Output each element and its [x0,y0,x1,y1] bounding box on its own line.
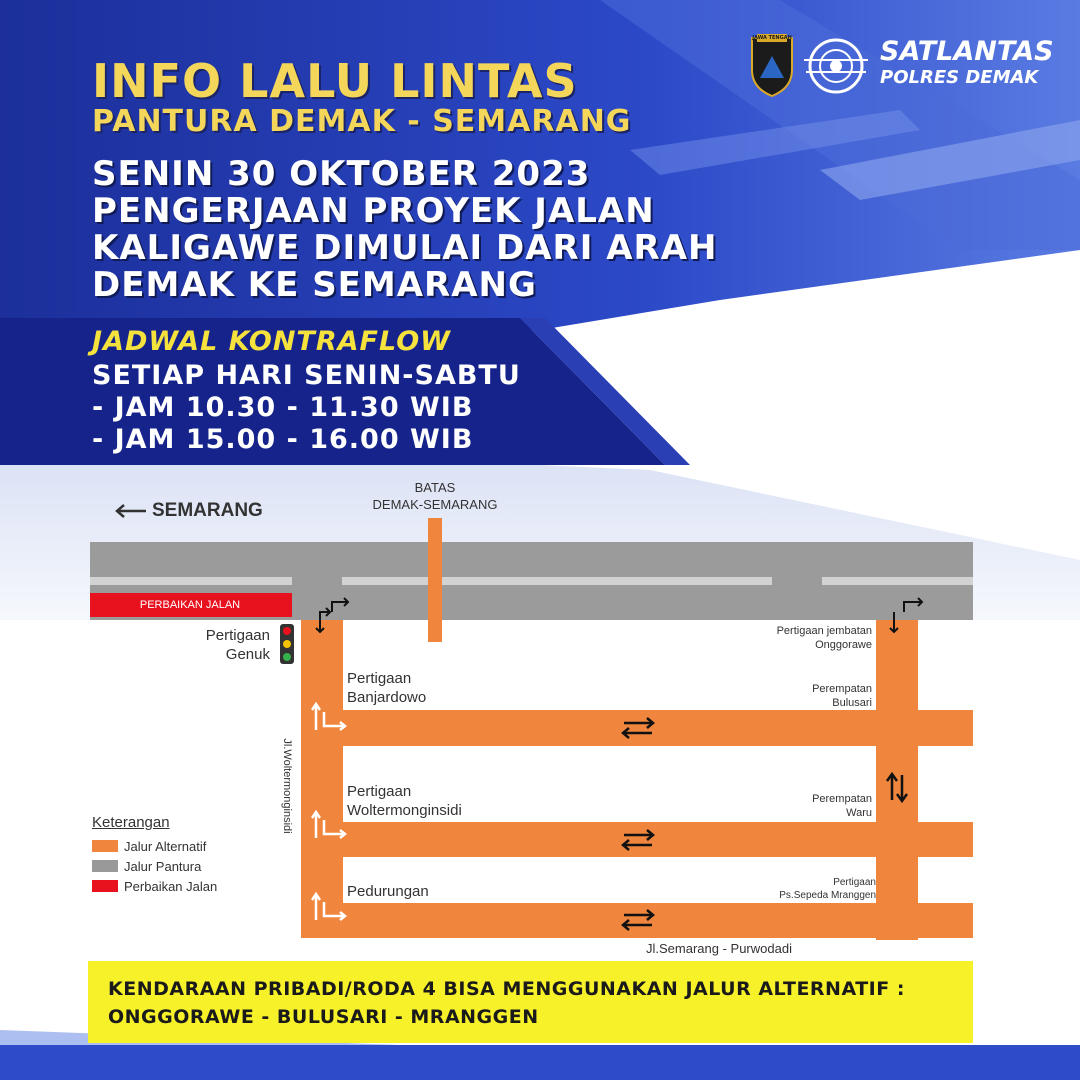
junction-label-mranggen [680,876,876,902]
street-label-semarang-purwodadi: Jl.Semarang - Purwodadi [646,941,792,956]
junction-label-line: Banjardowo [347,689,427,706]
repair-section-label: PERBAIKAN JALAN [139,599,241,611]
border-label-line: DEMAK-SEMARANG [372,497,498,512]
traffic-light-icon [280,624,294,664]
legend-label: Perbaikan Jalan [124,878,218,894]
badge-text: JAWA TENGAH [752,35,792,41]
police-badge-icon [752,34,792,96]
legend-label: Jalur Alternatif [124,838,207,854]
junction-label-line: Bulusari [832,697,872,709]
legend-swatch-pantura [92,860,118,872]
junction-label-line: Pertigaan jembatan [776,625,872,637]
junction-label-line: Pertigaan [347,783,412,800]
junction-label-line: Pertigaan [833,877,876,888]
junction-label-line: Pertigaan [205,627,270,644]
announcement-line: DEMAK KE SEMARANG [92,265,537,305]
announcement-line: SENIN 30 OKTOBER 2023 [92,154,591,194]
legend-item [92,878,217,894]
junction-label-line: Pertigaan [347,670,412,687]
junction-label-banjardowo [347,669,426,707]
junction-label-jembatan [700,624,872,652]
street-label-woltermonginsidi: Jl.Woltermonginsidi [281,738,293,834]
border-label [340,479,530,513]
footer-banner [88,961,973,1043]
junction-label-genuk [150,626,270,664]
junction-label-line: Genuk [225,646,270,663]
brand-name: SATLANTAS [880,36,1054,67]
brand-unit: POLRES DEMAK [880,67,1039,88]
direction-label: SEMARANG [152,500,263,521]
legend-title: Keterangan [92,814,170,831]
legend-label: Jalur Pantura [124,858,202,874]
announcement-line: PENGERJAAN PROYEK JALAN [92,191,655,231]
border-label-line: BATAS [414,480,456,495]
junction-label-line: Ps.Sepeda Mranggen [779,890,876,901]
announcement-line: KALIGAWE DIMULAI DARI ARAH [92,228,718,268]
junction-label-line: Perempatan [812,793,872,805]
schedule-line: - JAM 10.30 - 11.30 WIB [92,392,474,423]
junction-label-line: Waru [846,807,872,819]
junction-label-waru [700,792,872,820]
junction-label-woltermonginsidi [347,782,462,820]
legend-item [92,858,201,874]
footer-line: KENDARAAN PRIBADI/RODA 4 BISA MENGGUNAKAN JALUR ALTERNATIF : [108,978,905,1000]
legend-item [92,838,206,854]
footer-line: ONGGORAWE - BULUSARI - MRANGGEN [108,1006,539,1028]
junction-label-line: Onggorawe [815,639,872,651]
page-title: INFO LALU LINTAS [92,54,578,108]
schedule-title: JADWAL KONTRAFLOW [92,326,451,357]
junction-label-pedurungan: Pedurungan [347,883,429,900]
legend-swatch-perbaikan [92,880,118,892]
junction-label-line: Woltermonginsidi [347,802,462,819]
schedule-line: SETIAP HARI SENIN-SABTU [92,360,521,391]
junction-label-bulusari [700,682,872,710]
schedule-line: - JAM 15.00 - 16.00 WIB [92,424,474,455]
legend-swatch-alternatif [92,840,118,852]
junction-label-line: Perempatan [812,683,872,695]
page-subtitle: PANTURA DEMAK - SEMARANG [92,104,632,139]
